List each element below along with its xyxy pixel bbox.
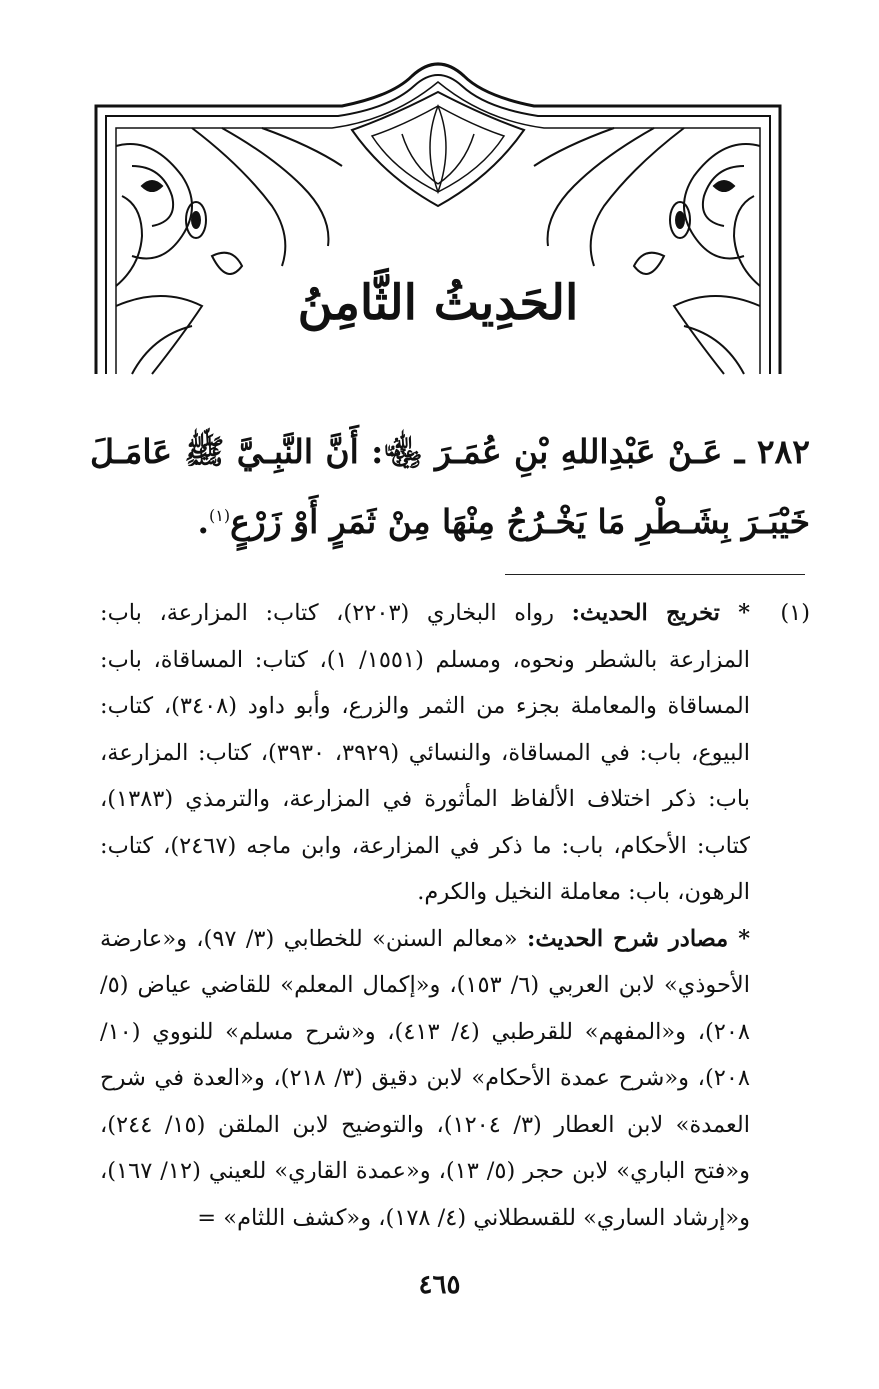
footnote-takhrij bbox=[100, 590, 810, 916]
takhrij-text: رواه البخاري (٢٢٠٣)، كتاب: المزارعة، باب: المزارعة بالشطر ونحوه، ومسلم (١٥٥١/ ١)، كتاب: المساقاة، باب: المساقاة والمعاملة بجزء من الثمر والزرع، وأبو داود (٣٤٠٨)، كتاب: البيوع، باب: في المساقاة، والنسائي (٣٩٢٩، ٣٩٣٠)، كتاب: المزارعة، باب: ذكر اختلاف الألفاظ المأثورة في المزارعة، والترمذي (١٣٨٣)، كتاب: الأحكام، باب: ما ذكر في المزارعة، وابن ماجه (٢٤٦٧)، كتاب: الرهون، باب: معاملة النخيل والكرم. bbox=[100, 600, 751, 905]
sources-paragraph bbox=[100, 916, 750, 1242]
footnote-separator bbox=[505, 574, 805, 575]
sources-label: * مصادر شرح الحديث: bbox=[527, 925, 751, 952]
hadith-text bbox=[90, 420, 810, 554]
takhrij-label: * تخريج الحديث: bbox=[571, 600, 750, 626]
sources-text: «معالم السنن» للخطابي (٣/ ٩٧)، و«عارضة الأحوذي» لابن العربي (٦/ ١٥٣)، و«إكمال المعلم» للقاضي عياض (٥/ ٢٠٨)، و«المفهم» للقرطبي (٤/ ٤١٣)، و«شرح مسلم» للنووي (١٠/ ٢٠٨)، و«شرح عمدة الأحكام» لابن دقيق (٣/ ٢١٨)، و«العدة في شرح العمدة» لابن العطار (٣/ ١٢٠٤)، والتوضيح لابن الملقن (١٥/ ٢٤٤)، و«فتح الباري» لابن حجر (٥/ ١٣)، و«عمدة القاري» للعيني (١٢/ ١٦٧)، و«إرشاد الساري» للقسطلاني (٤/ ١٧٨)، و«كشف اللثام» = bbox=[100, 925, 751, 1231]
page-number: ٤٦٥ bbox=[418, 1270, 461, 1300]
chapter-title: الحَدِيثُ الثَّامِنُ bbox=[297, 275, 579, 331]
hadith-end: . bbox=[197, 502, 209, 541]
hadith-body: ٢٨٢ ـ عَـنْ عَبْدِاللهِ بْنِ عُمَـرَ ﵄: أَنَّ النَّبِـيَّ ﷺ عَامَـلَ خَيْبَـرَ بِشَـطْرِ مَا يَخْـرُجُ مِنْهَا مِنْ ثَمَرٍ أَوْ زَرْعٍ bbox=[90, 432, 811, 541]
footnote-number: (١) bbox=[780, 600, 810, 626]
footnotes bbox=[100, 590, 810, 1241]
footnote-marker: (١) bbox=[209, 506, 231, 525]
takhrij-paragraph bbox=[100, 590, 750, 916]
